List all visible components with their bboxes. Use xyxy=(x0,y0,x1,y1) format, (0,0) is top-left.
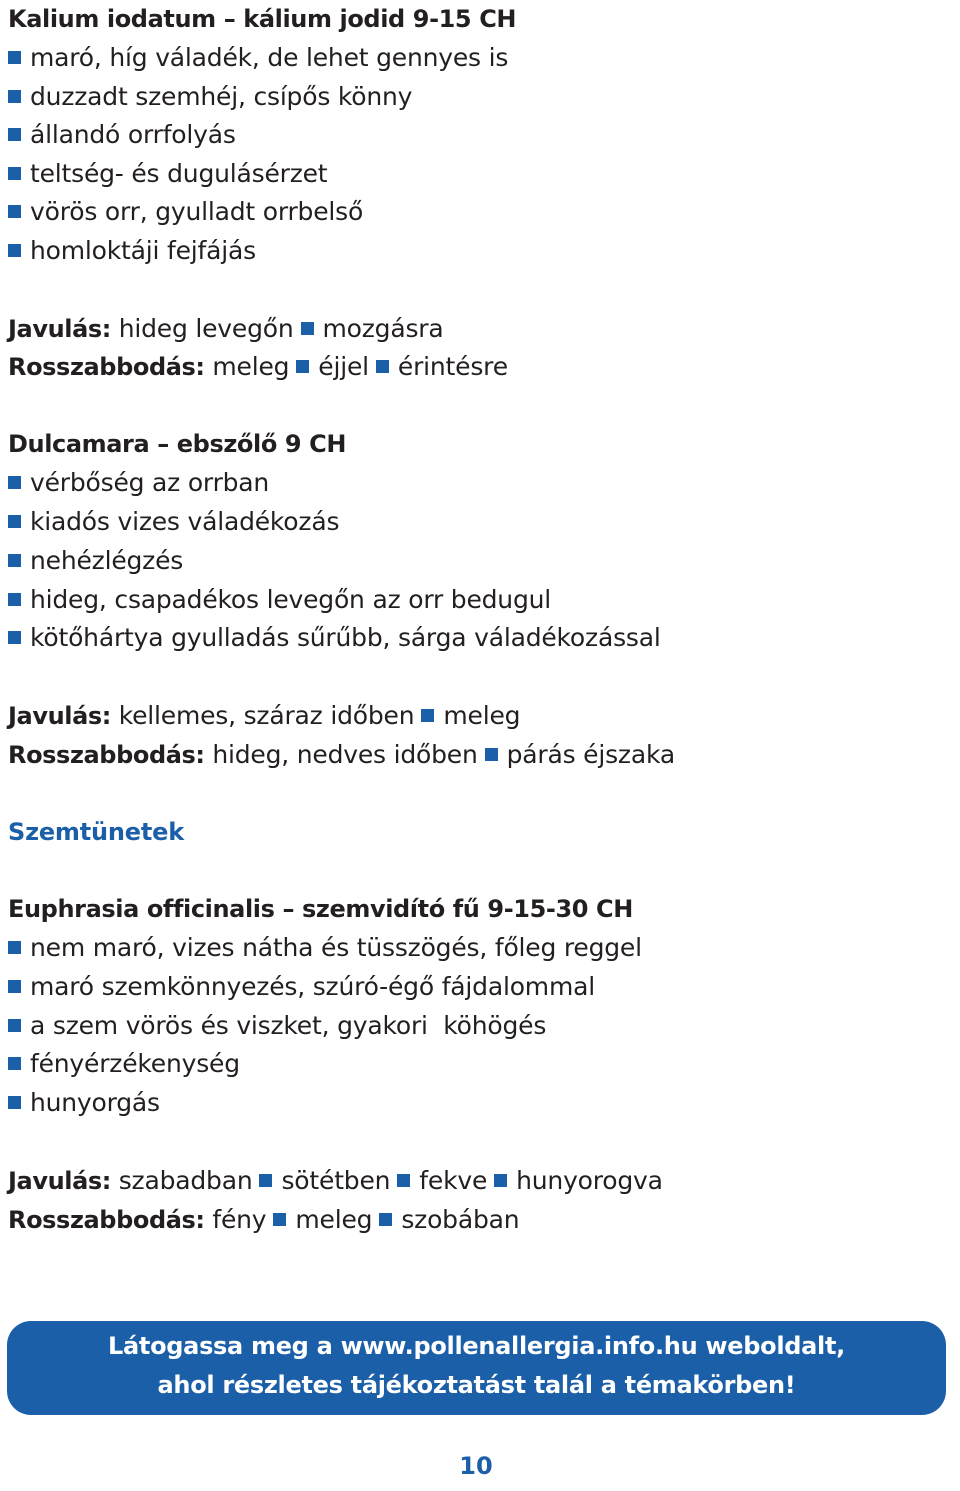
square-bullet-icon xyxy=(273,1213,286,1226)
list-item: állandó orrfolyás xyxy=(8,116,236,154)
square-bullet-icon xyxy=(8,167,21,180)
square-bullet-icon xyxy=(259,1174,272,1187)
list-item: kiadós vizes váladékozás xyxy=(8,503,339,541)
improvement-line: Javulás: szabadban sötétben fekve hunyorogva xyxy=(8,1166,663,1195)
list-item: fényérzékenység xyxy=(8,1045,240,1083)
list-item: maró szemkönnyezés, szúró-égő fájdalommal xyxy=(8,968,595,1006)
worsening-line: Rosszabbodás: fény meleg szobában xyxy=(8,1205,520,1234)
square-bullet-icon xyxy=(301,322,314,335)
square-bullet-icon xyxy=(8,476,21,489)
banner-text-line-1: Látogassa meg a www.pollenallergia.info.hu weboldalt, xyxy=(108,1332,845,1360)
square-bullet-icon xyxy=(494,1174,507,1187)
list-item: kötőhártya gyulladás sűrűbb, sárga váladékozással xyxy=(8,619,661,657)
list-item: duzzadt szemhéj, csípős könny xyxy=(8,78,412,116)
list-item: hideg, csapadékos levegőn az orr bedugul xyxy=(8,581,551,619)
square-bullet-icon xyxy=(8,205,21,218)
banner-text-line-2: ahol részletes tájékoztatást talál a témakörben! xyxy=(157,1371,796,1399)
list-item: vérbőség az orrban xyxy=(8,464,269,502)
list-item: teltség- és dugulásérzet xyxy=(8,155,327,193)
square-bullet-icon xyxy=(379,1213,392,1226)
list-item: vörös orr, gyulladt orrbelső xyxy=(8,193,363,231)
list-item: maró, híg váladék, de lehet gennyes is xyxy=(8,39,508,77)
square-bullet-icon xyxy=(8,1019,21,1032)
worsening-line: Rosszabbodás: meleg éjjel érintésre xyxy=(8,352,508,381)
remedy-title-dulcamara: Dulcamara – ebszőlő 9 CH xyxy=(8,430,347,458)
square-bullet-icon xyxy=(8,51,21,64)
square-bullet-icon xyxy=(8,244,21,257)
square-bullet-icon xyxy=(8,980,21,993)
square-bullet-icon xyxy=(376,360,389,373)
worsening-line: Rosszabbodás: hideg, nedves időben párás éjszaka xyxy=(8,740,675,769)
square-bullet-icon xyxy=(421,709,434,722)
improvement-line: Javulás: hideg levegőn mozgásra xyxy=(8,314,444,343)
list-item: homloktáji fejfájás xyxy=(8,232,256,270)
square-bullet-icon xyxy=(8,593,21,606)
square-bullet-icon xyxy=(8,941,21,954)
list-item: nem maró, vizes nátha és tüsszögés, főleg reggel xyxy=(8,929,642,967)
square-bullet-icon xyxy=(397,1174,410,1187)
improvement-line: Javulás: kellemes, száraz időben meleg xyxy=(8,701,521,730)
list-item: a szem vörös és viszket, gyakori köhögés xyxy=(8,1007,546,1045)
list-item: hunyorgás xyxy=(8,1084,160,1122)
square-bullet-icon xyxy=(485,748,498,761)
square-bullet-icon xyxy=(8,1057,21,1070)
list-item: nehézlégzés xyxy=(8,542,183,580)
square-bullet-icon xyxy=(8,631,21,644)
square-bullet-icon xyxy=(8,515,21,528)
website-banner[interactable] xyxy=(7,1321,946,1415)
square-bullet-icon xyxy=(8,1096,21,1109)
remedy-title-kalium: Kalium iodatum – kálium jodid 9-15 CH xyxy=(8,5,517,33)
remedy-title-euphrasia: Euphrasia officinalis – szemvidító fű 9-15-30 CH xyxy=(8,895,633,923)
square-bullet-icon xyxy=(296,360,309,373)
section-title: Szemtünetek xyxy=(8,818,184,846)
square-bullet-icon xyxy=(8,90,21,103)
square-bullet-icon xyxy=(8,128,21,141)
square-bullet-icon xyxy=(8,554,21,567)
page-number: 10 xyxy=(459,1452,493,1480)
